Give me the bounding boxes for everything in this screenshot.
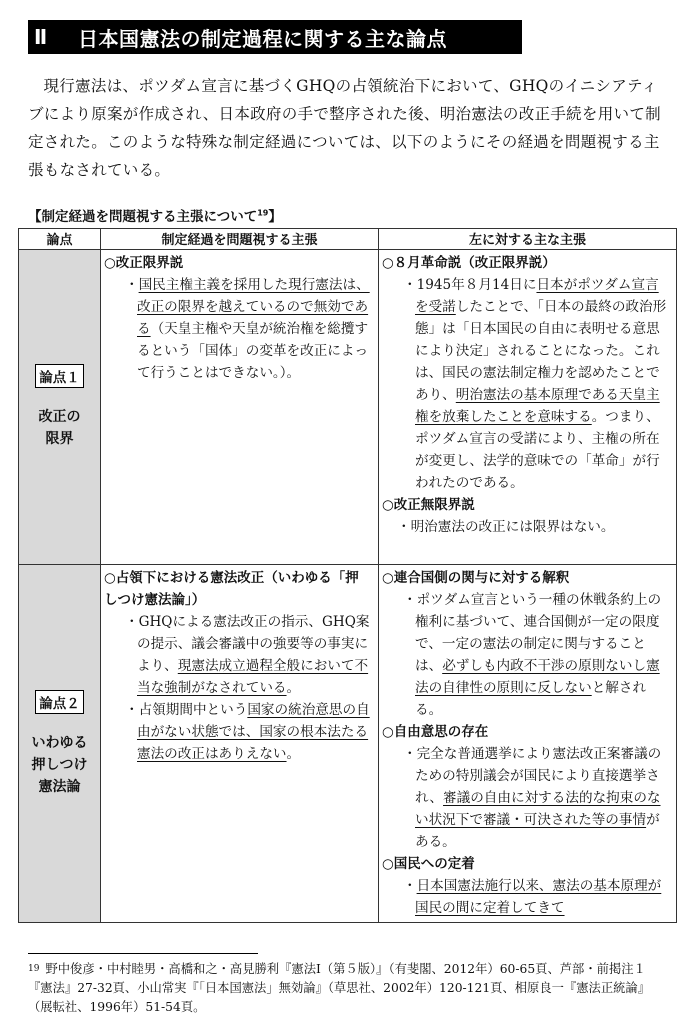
footnote-ref[interactable]: 19 (257, 208, 269, 218)
counter-underlined: 日本がポツダム宣言を受諾 (415, 277, 659, 315)
claim-text: （天皇主権や天皇が統治権を総攬するという「国体」の変革を改正によって行うことはできない。）。 (137, 321, 369, 381)
counter-bullet: ・ポツダム宣言という一種の休戦条約上の権利に基づいて、連合国側が一定の限度で、一定の憲法の制定に関与することは、必ずしも内政不干渉の原則ないし憲法の自律性の原則に反しないと解される。 (403, 592, 662, 718)
claim-heading: ○占領下における憲法改正（いわゆる「押しつけ憲法論」） (104, 570, 359, 608)
topic-name-line: 限界 (45, 431, 74, 447)
claim-text: 。 (286, 746, 301, 762)
topic-name-line: 憲法論 (38, 778, 81, 795)
table-row (19, 565, 677, 923)
counter-text: 1945年８月14日に (416, 277, 537, 293)
counter-bullet: ・1945年８月14日に日本がポツダム宣言を受諾したことで、「日本の最終の政治形態」は「日本国民の自由に表明せる意思により決定」されることになった。これは、国民の憲法制定権力を認めたことであり、明治憲法の基本原理である天皇主権を放棄したことを意味する。つまり、ポツダム宣言の受諾により、主権の所在が変更し、法学的意味での「革命」が行われたのである。 (403, 277, 667, 491)
counter-text: と解される。 (415, 680, 647, 718)
claim-text: 占領期間中という (138, 702, 248, 718)
header-topic: 論点 (19, 229, 101, 250)
claim-cell (101, 250, 379, 565)
table-title-text: 【制定経過を問題視する主張について (28, 209, 258, 225)
claim-bullet: ・GHQによる憲法改正の指示、GHQ案の提示、議会審議中の強要等の事実により、現憲法成立過程全般において不当な強制がなされている。 (125, 614, 370, 696)
claim-text: GHQによる憲法改正の指示、GHQ案の提示、議会審議中の強要等の事実により、 (137, 614, 370, 674)
topic-name-line: 改正の (38, 409, 81, 425)
counter-bullet: ・明治憲法の改正には限界はない。 (397, 519, 615, 535)
claim-heading: ○改正限界説 (104, 255, 184, 271)
counter-underlined: 日本国憲法施行以来、憲法の基本原理が国民の間に定着してきて (415, 878, 662, 916)
counter-bullet: ・完全な普通選挙により憲法改正案審議のための特別議会が国民により直接選挙され、審議の自由に対する法的な拘束のない状況下で審議・可決された等の事情がある。 (403, 746, 662, 850)
footnote-divider (28, 953, 258, 954)
claim-text: 。 (286, 680, 301, 696)
topic-cell (19, 565, 101, 923)
counter-heading: ○改正無限界説 (382, 497, 475, 513)
topic-badge: 論点１ (35, 364, 84, 388)
section-number: Ⅱ (34, 25, 48, 49)
header-claims: 制定経過を問題視する主張 (101, 229, 379, 250)
footnote-text: 野中俊彦・中村睦男・高橋和之・高見勝利『憲法Ⅰ（第５版）』（有斐閣、2012年）60-65頁、芦部・前掲注１『憲法』27-32頁、小山常実『「日本国憲法」無効論』（草思社、2002年）120-121頁、相原良一『憲法正統論』（展転社、1996年）51-54頁。 (28, 962, 651, 1014)
intro-paragraph: 現行憲法は、ポツダム宣言に基づくGHQの占領統治下において、GHQのイニシアティブにより原案が作成され、日本政府の手で整序された後、明治憲法の改正手続を用いて制定された。このような特殊な制定経過については、以下のようにその経過を問題視する主張もなされている。 (28, 77, 661, 179)
counter-cell (379, 250, 677, 565)
counter-heading: ○自由意思の存在 (382, 724, 489, 740)
claim-cell (101, 565, 379, 923)
counter-text: 。つまり、ポツダム宣言の受諾により、主権の所在が変更し、法学的意味での「革命」が行われたのである。 (415, 409, 660, 491)
claim-bullet: ・占領期間中という国家の統治意思の自由がない状態では、国家の根本法たる憲法の改正はありえない。 (125, 702, 370, 762)
claim-underlined: 国民主権主義を採用した現行憲法は、改正の限界を越えているので無効である (137, 277, 370, 337)
table-header-row (19, 229, 677, 250)
bullet-mark: ・ (125, 277, 139, 293)
counter-underlined: 必ずしも内政不干渉の原則ないし憲法の自律性の原則に反しない (415, 658, 660, 696)
counter-underlined: 明治憲法の基本原理である天皇主権を放棄したことを意味する (415, 387, 660, 425)
topic-cell (19, 250, 101, 565)
counter-text: がある。 (415, 812, 660, 850)
footnote-number: 19 (28, 964, 40, 974)
counter-heading: ○国民への定着 (382, 856, 475, 872)
counter-heading: ○８月革命説（改正限界説） (382, 255, 556, 271)
counter-underlined: 審議の自由に対する法的な拘束のない状況下で審議・可決された等の事情 (415, 790, 661, 828)
topic-badge: 論点２ (35, 690, 84, 714)
claim-bullet (107, 274, 372, 384)
counter-text: したことで、「日本の最終の政治形態」は「日本国民の自由に表明せる意思により決定」されることになった。これは、国民の憲法制定権力を認めたことであり、 (415, 299, 667, 403)
counter-text: 完全な普通選挙により憲法改正案審議のための特別議会が国民により直接選挙され、 (415, 746, 662, 806)
counter-bullet: ・日本国憲法施行以来、憲法の基本原理が国民の間に定着してきて (403, 878, 662, 916)
counter-text: ポツダム宣言という一種の休戦条約上の権利に基づいて、連合国側が一定の限度で、一定の憲法の制定に関与することは、 (415, 592, 662, 674)
claim-underlined: 現憲法成立過程全般において不当な強制がなされている (137, 658, 369, 696)
section-heading (28, 20, 522, 54)
section-title: 日本国憲法の制定過程に関する主な論点 (78, 26, 447, 51)
counter-text: 明治憲法の改正には限界はない。 (410, 519, 615, 535)
topic-name-line: いわゆる (31, 734, 88, 751)
claim-underlined: 国家の統治意思の自由がない状態では、国家の根本法たる憲法の改正はありえない (137, 702, 370, 762)
counter-cell (379, 565, 677, 923)
table-title-close: 】 (268, 209, 282, 225)
footnote (28, 960, 668, 1017)
counter-heading: ○連合国側の関与に対する解釈 (382, 570, 570, 586)
table-title (28, 205, 282, 225)
header-counter: 左に対する主な主張 (379, 229, 677, 250)
topic-name-line: 押しつけ (31, 756, 88, 773)
table-row (19, 250, 677, 565)
issues-table (18, 228, 677, 923)
